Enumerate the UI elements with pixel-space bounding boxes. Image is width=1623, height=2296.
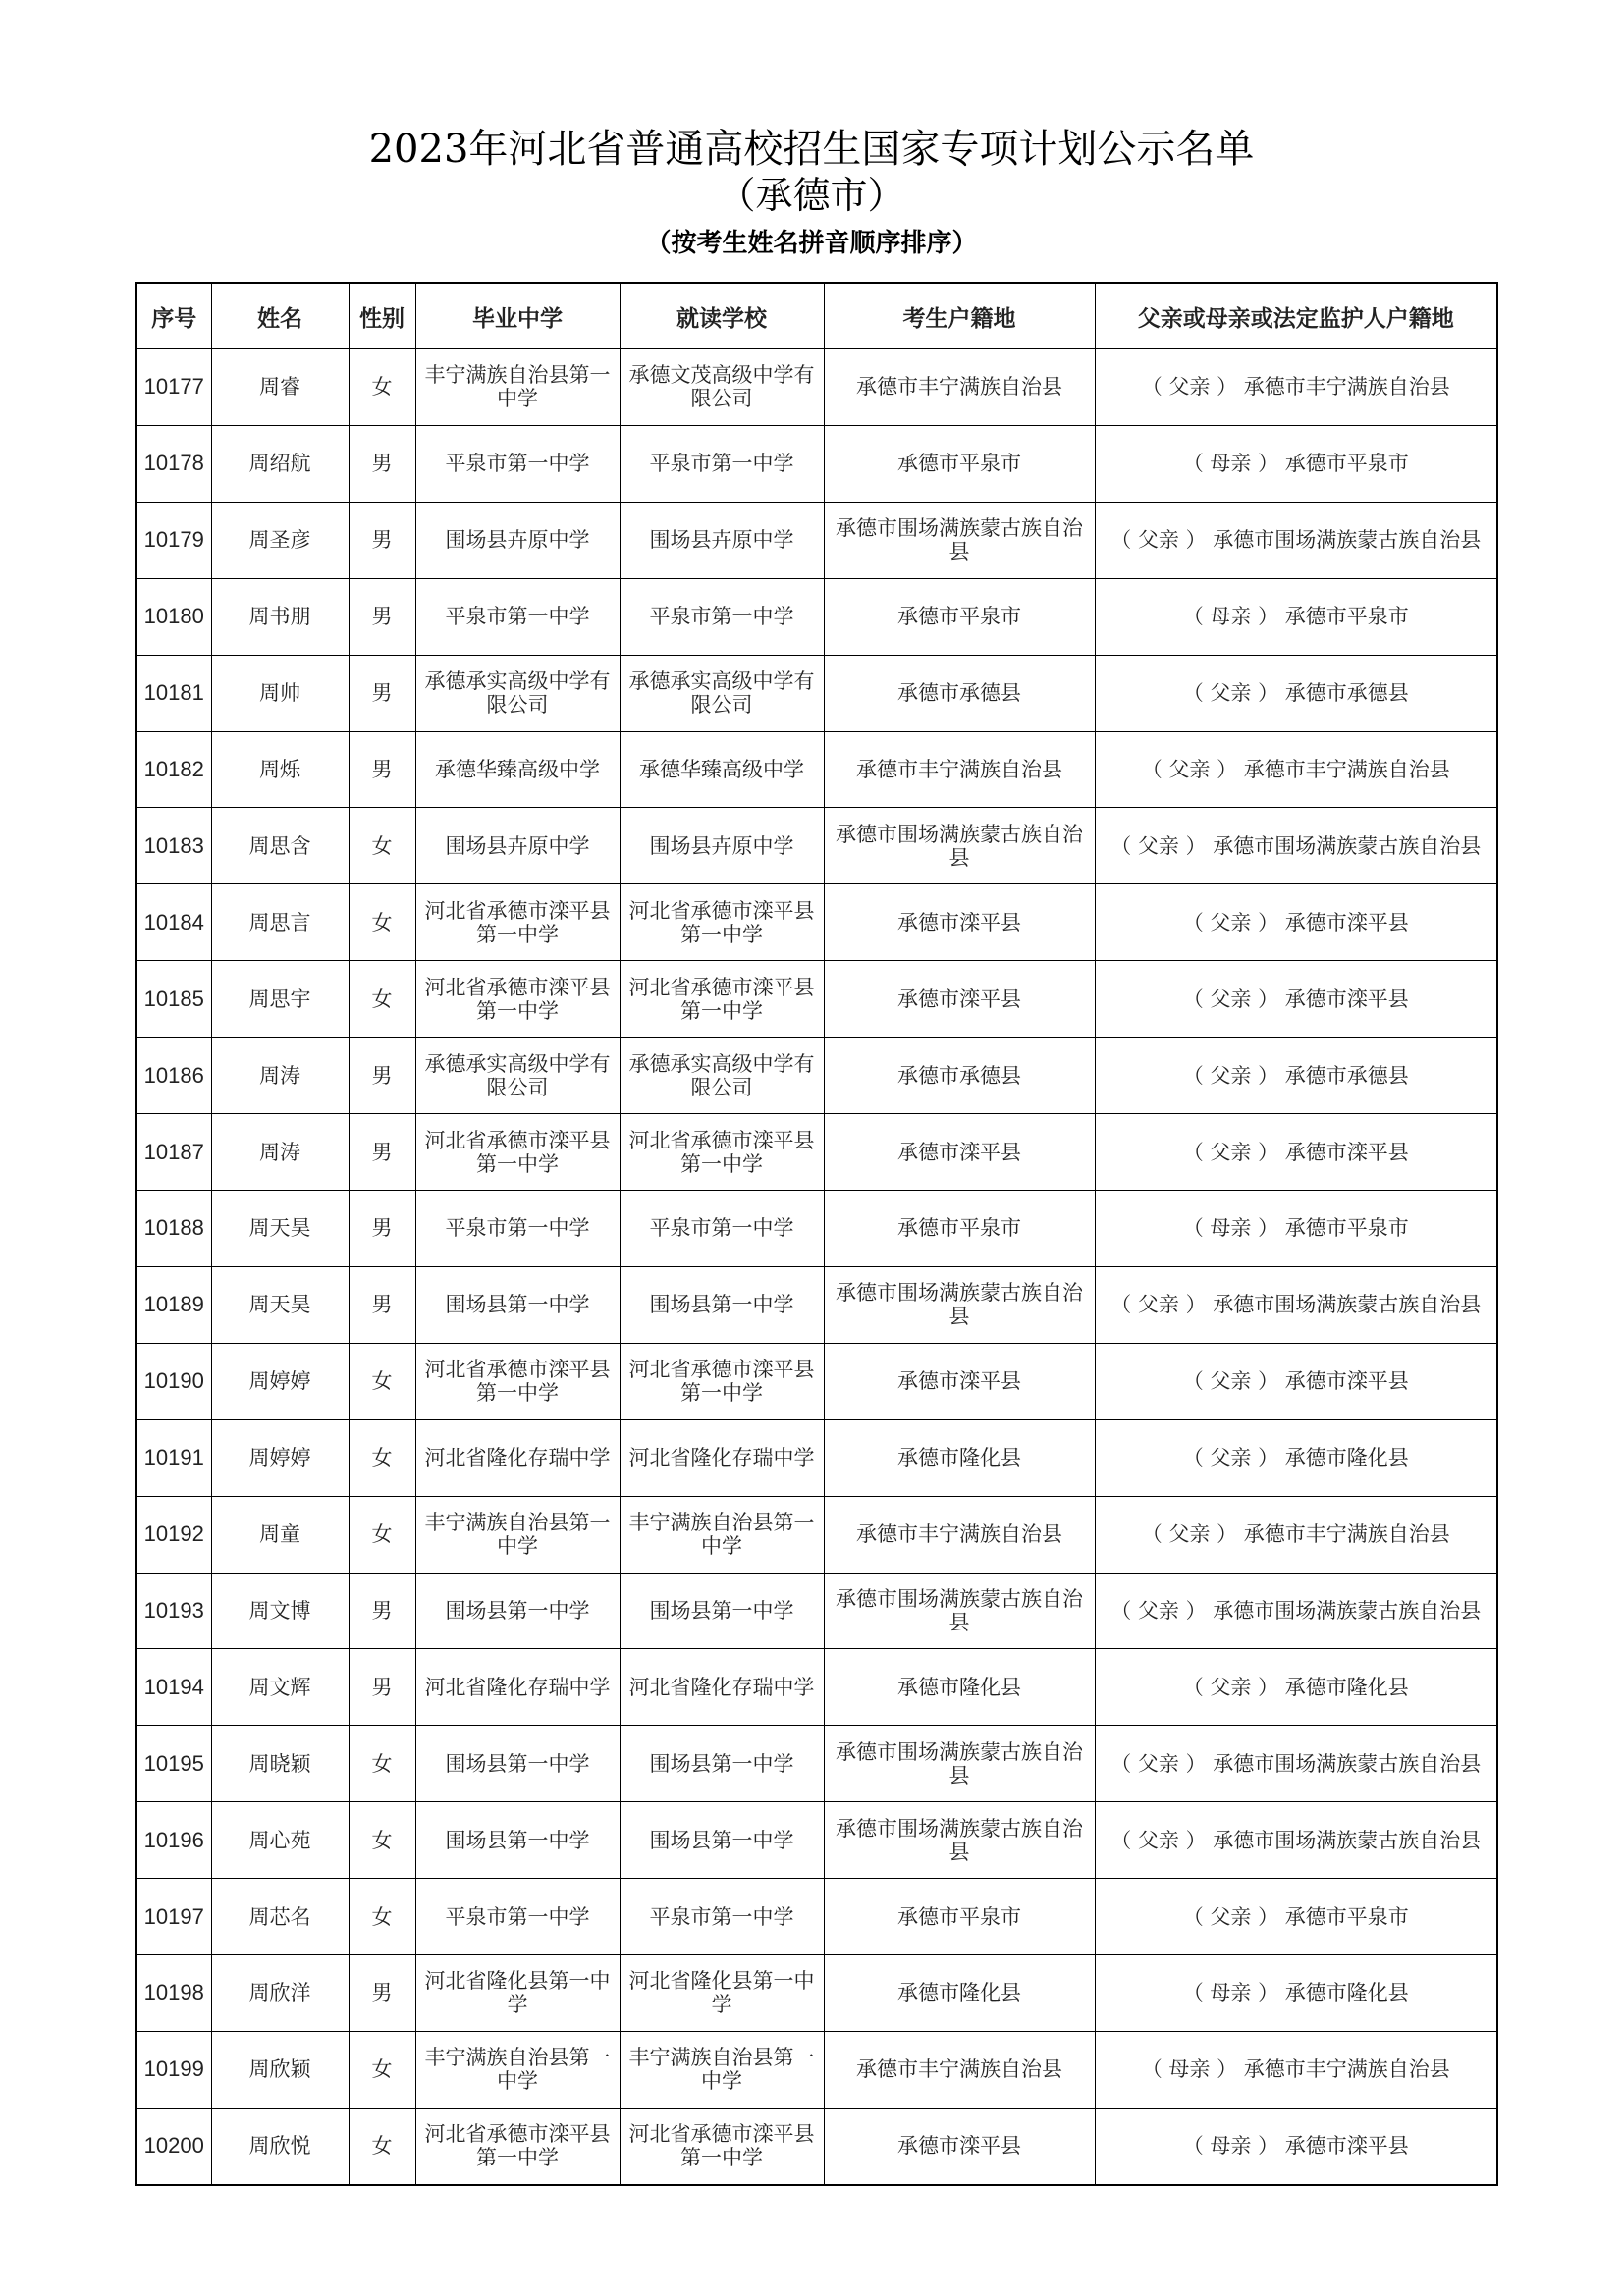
sort-note: （按考生姓名拼音顺序排序） — [645, 229, 978, 258]
cell-index: 10194 — [136, 1649, 211, 1726]
cell-graduation-school: 承德承实高级中学有限公司 — [415, 1038, 620, 1114]
roster-table — [135, 282, 1498, 2186]
cell-name: 周思宇 — [211, 961, 349, 1038]
cell-gender: 女 — [349, 1726, 415, 1802]
cell-name: 周芯名 — [211, 1879, 349, 1955]
cell-graduation-school: 平泉市第一中学 — [415, 578, 620, 655]
cell-index: 10183 — [136, 808, 211, 884]
cell-graduation-school: 河北省隆化县第一中学 — [415, 1955, 620, 2032]
cell-guardian-residence: （ 父亲 ） 承德市平泉市 — [1095, 1879, 1497, 1955]
cell-student-residence: 承德市隆化县 — [824, 1419, 1095, 1496]
cell-gender: 男 — [349, 1114, 415, 1191]
cell-graduation-school: 河北省承德市滦平县第一中学 — [415, 1343, 620, 1419]
cell-index: 10180 — [136, 578, 211, 655]
cell-graduation-school: 河北省隆化存瑞中学 — [415, 1419, 620, 1496]
cell-index: 10195 — [136, 1726, 211, 1802]
cell-guardian-residence: （ 父亲 ） 承德市围场满族蒙古族自治县 — [1095, 1573, 1497, 1649]
cell-name: 周欣颖 — [211, 2031, 349, 2108]
cell-current-school: 围场县第一中学 — [620, 1266, 824, 1343]
cell-current-school: 丰宁满族自治县第一中学 — [620, 1496, 824, 1573]
cell-graduation-school: 平泉市第一中学 — [415, 425, 620, 502]
cell-gender: 男 — [349, 425, 415, 502]
cell-student-residence: 承德市承德县 — [824, 655, 1095, 731]
cell-name: 周绍航 — [211, 425, 349, 502]
cell-student-residence: 承德市滦平县 — [824, 1343, 1095, 1419]
cell-guardian-residence: （ 母亲 ） 承德市丰宁满族自治县 — [1095, 2031, 1497, 2108]
cell-graduation-school: 围场县卉原中学 — [415, 502, 620, 578]
cell-student-residence: 承德市丰宁满族自治县 — [824, 2031, 1095, 2108]
cell-guardian-residence: （ 父亲 ） 承德市滦平县 — [1095, 1343, 1497, 1419]
cell-index: 10197 — [136, 1879, 211, 1955]
cell-index: 10182 — [136, 731, 211, 808]
cell-guardian-residence: （ 母亲 ） 承德市平泉市 — [1095, 578, 1497, 655]
cell-gender: 女 — [349, 1343, 415, 1419]
cell-guardian-residence: （ 母亲 ） 承德市隆化县 — [1095, 1955, 1497, 2032]
table-row — [136, 1955, 1497, 2032]
header-student-residence: 考生户籍地 — [824, 283, 1095, 349]
cell-guardian-residence: （ 母亲 ） 承德市滦平县 — [1095, 2108, 1497, 2185]
cell-gender: 男 — [349, 1266, 415, 1343]
cell-gender: 男 — [349, 502, 415, 578]
cell-name: 周欣洋 — [211, 1955, 349, 2032]
cell-student-residence: 承德市承德县 — [824, 1038, 1095, 1114]
cell-guardian-residence: （ 父亲 ） 承德市围场满族蒙古族自治县 — [1095, 502, 1497, 578]
cell-guardian-residence: （ 父亲 ） 承德市滦平县 — [1095, 884, 1497, 961]
cell-student-residence: 承德市隆化县 — [824, 1955, 1095, 2032]
cell-guardian-residence: （ 父亲 ） 承德市承德县 — [1095, 1038, 1497, 1114]
table-row — [136, 349, 1497, 426]
cell-graduation-school: 河北省承德市滦平县第一中学 — [415, 2108, 620, 2185]
table-row — [136, 2031, 1497, 2108]
cell-graduation-school: 丰宁满族自治县第一中学 — [415, 2031, 620, 2108]
cell-index: 10192 — [136, 1496, 211, 1573]
table-row — [136, 1649, 1497, 1726]
cell-name: 周欣悦 — [211, 2108, 349, 2185]
cell-gender: 男 — [349, 1649, 415, 1726]
table-row — [136, 1573, 1497, 1649]
cell-guardian-residence: （ 父亲 ） 承德市隆化县 — [1095, 1649, 1497, 1726]
cell-graduation-school: 河北省承德市滦平县第一中学 — [415, 884, 620, 961]
cell-current-school: 承德承实高级中学有限公司 — [620, 1038, 824, 1114]
cell-student-residence: 承德市围场满族蒙古族自治县 — [824, 1726, 1095, 1802]
cell-name: 周心苑 — [211, 1802, 349, 1879]
cell-graduation-school: 河北省隆化存瑞中学 — [415, 1649, 620, 1726]
cell-current-school: 平泉市第一中学 — [620, 578, 824, 655]
cell-gender: 女 — [349, 961, 415, 1038]
cell-name: 周童 — [211, 1496, 349, 1573]
cell-gender: 女 — [349, 1496, 415, 1573]
table-row — [136, 1190, 1497, 1266]
cell-gender: 男 — [349, 731, 415, 808]
cell-graduation-school: 丰宁满族自治县第一中学 — [415, 1496, 620, 1573]
cell-guardian-residence: （ 父亲 ） 承德市围场满族蒙古族自治县 — [1095, 1266, 1497, 1343]
cell-current-school: 围场县卉原中学 — [620, 502, 824, 578]
table-row — [136, 961, 1497, 1038]
cell-name: 周天昊 — [211, 1190, 349, 1266]
cell-index: 10188 — [136, 1190, 211, 1266]
cell-gender: 女 — [349, 1879, 415, 1955]
cell-graduation-school: 平泉市第一中学 — [415, 1190, 620, 1266]
table-row — [136, 731, 1497, 808]
cell-current-school: 承德华臻高级中学 — [620, 731, 824, 808]
cell-name: 周思含 — [211, 808, 349, 884]
cell-gender: 女 — [349, 884, 415, 961]
cell-current-school: 河北省承德市滦平县第一中学 — [620, 1343, 824, 1419]
cell-guardian-residence: （ 父亲 ） 承德市丰宁满族自治县 — [1095, 731, 1497, 808]
cell-current-school: 河北省隆化存瑞中学 — [620, 1419, 824, 1496]
table-row — [136, 884, 1497, 961]
cell-index: 10187 — [136, 1114, 211, 1191]
cell-student-residence: 承德市平泉市 — [824, 425, 1095, 502]
cell-index: 10178 — [136, 425, 211, 502]
cell-current-school: 平泉市第一中学 — [620, 1879, 824, 1955]
table-row — [136, 655, 1497, 731]
page-title: 2023年河北省普通高校招生国家专项计划公示名单 — [368, 127, 1255, 172]
cell-guardian-residence: （ 父亲 ） 承德市丰宁满族自治县 — [1095, 349, 1497, 426]
cell-student-residence: 承德市平泉市 — [824, 1190, 1095, 1266]
cell-guardian-residence: （ 母亲 ） 承德市平泉市 — [1095, 425, 1497, 502]
cell-current-school: 河北省承德市滦平县第一中学 — [620, 1114, 824, 1191]
cell-name: 周婷婷 — [211, 1419, 349, 1496]
cell-gender: 男 — [349, 1955, 415, 2032]
cell-name: 周书朋 — [211, 578, 349, 655]
cell-current-school: 承德文茂高级中学有限公司 — [620, 349, 824, 426]
cell-current-school: 河北省隆化县第一中学 — [620, 1955, 824, 2032]
cell-guardian-residence: （ 父亲 ） 承德市滦平县 — [1095, 961, 1497, 1038]
cell-name: 周思言 — [211, 884, 349, 961]
cell-name: 周天昊 — [211, 1266, 349, 1343]
cell-current-school: 围场县第一中学 — [620, 1726, 824, 1802]
cell-index: 10185 — [136, 961, 211, 1038]
cell-current-school: 围场县第一中学 — [620, 1573, 824, 1649]
cell-current-school: 河北省承德市滦平县第一中学 — [620, 961, 824, 1038]
cell-name: 周帅 — [211, 655, 349, 731]
cell-index: 10199 — [136, 2031, 211, 2108]
table-row — [136, 1879, 1497, 1955]
cell-name: 周睿 — [211, 349, 349, 426]
page-subtitle: （承德市） — [718, 174, 905, 217]
table-row — [136, 1266, 1497, 1343]
cell-student-residence: 承德市滦平县 — [824, 1114, 1095, 1191]
cell-student-residence: 承德市丰宁满族自治县 — [824, 349, 1095, 426]
cell-current-school: 河北省隆化存瑞中学 — [620, 1649, 824, 1726]
cell-current-school: 丰宁满族自治县第一中学 — [620, 2031, 824, 2108]
cell-gender: 女 — [349, 1419, 415, 1496]
cell-graduation-school: 围场县第一中学 — [415, 1726, 620, 1802]
cell-student-residence: 承德市围场满族蒙古族自治县 — [824, 1266, 1095, 1343]
cell-student-residence: 承德市滦平县 — [824, 884, 1095, 961]
table-row — [136, 1802, 1497, 1879]
cell-current-school: 河北省承德市滦平县第一中学 — [620, 2108, 824, 2185]
cell-gender: 女 — [349, 808, 415, 884]
cell-graduation-school: 围场县第一中学 — [415, 1266, 620, 1343]
cell-name: 周晓颖 — [211, 1726, 349, 1802]
cell-name: 周文博 — [211, 1573, 349, 1649]
cell-index: 10181 — [136, 655, 211, 731]
cell-gender: 男 — [349, 578, 415, 655]
cell-name: 周文辉 — [211, 1649, 349, 1726]
cell-student-residence: 承德市平泉市 — [824, 1879, 1095, 1955]
cell-current-school: 平泉市第一中学 — [620, 425, 824, 502]
cell-graduation-school: 河北省承德市滦平县第一中学 — [415, 1114, 620, 1191]
header-gender: 性别 — [349, 283, 415, 349]
cell-graduation-school: 围场县第一中学 — [415, 1573, 620, 1649]
cell-current-school: 围场县卉原中学 — [620, 808, 824, 884]
cell-name: 周涛 — [211, 1038, 349, 1114]
cell-graduation-school: 河北省承德市滦平县第一中学 — [415, 961, 620, 1038]
cell-gender: 男 — [349, 1190, 415, 1266]
cell-graduation-school: 平泉市第一中学 — [415, 1879, 620, 1955]
cell-gender: 女 — [349, 1802, 415, 1879]
cell-index: 10184 — [136, 884, 211, 961]
cell-student-residence: 承德市滦平县 — [824, 961, 1095, 1038]
header-name: 姓名 — [211, 283, 349, 349]
table-row — [136, 1419, 1497, 1496]
cell-graduation-school: 围场县第一中学 — [415, 1802, 620, 1879]
table-header-row — [136, 283, 1497, 349]
cell-index: 10190 — [136, 1343, 211, 1419]
cell-index: 10179 — [136, 502, 211, 578]
cell-graduation-school: 丰宁满族自治县第一中学 — [415, 349, 620, 426]
cell-graduation-school: 围场县卉原中学 — [415, 808, 620, 884]
table-row — [136, 1114, 1497, 1191]
table-row — [136, 578, 1497, 655]
cell-index: 10200 — [136, 2108, 211, 2185]
cell-student-residence: 承德市围场满族蒙古族自治县 — [824, 1573, 1095, 1649]
cell-gender: 女 — [349, 2031, 415, 2108]
cell-gender: 男 — [349, 1038, 415, 1114]
cell-index: 10191 — [136, 1419, 211, 1496]
cell-gender: 男 — [349, 1573, 415, 1649]
cell-current-school: 围场县第一中学 — [620, 1802, 824, 1879]
table-row — [136, 2108, 1497, 2185]
cell-guardian-residence: （ 母亲 ） 承德市平泉市 — [1095, 1190, 1497, 1266]
cell-name: 周烁 — [211, 731, 349, 808]
header-graduation-school: 毕业中学 — [415, 283, 620, 349]
cell-index: 10189 — [136, 1266, 211, 1343]
cell-student-residence: 承德市平泉市 — [824, 578, 1095, 655]
table-row — [136, 1726, 1497, 1802]
cell-gender: 男 — [349, 655, 415, 731]
table-row — [136, 1038, 1497, 1114]
table-row — [136, 808, 1497, 884]
cell-student-residence: 承德市围场满族蒙古族自治县 — [824, 1802, 1095, 1879]
table-row — [136, 502, 1497, 578]
header-index: 序号 — [136, 283, 211, 349]
table-row — [136, 425, 1497, 502]
cell-guardian-residence: （ 父亲 ） 承德市承德县 — [1095, 655, 1497, 731]
table-body — [136, 349, 1497, 2186]
cell-index: 10193 — [136, 1573, 211, 1649]
cell-index: 10186 — [136, 1038, 211, 1114]
cell-guardian-residence: （ 父亲 ） 承德市隆化县 — [1095, 1419, 1497, 1496]
cell-guardian-residence: （ 父亲 ） 承德市滦平县 — [1095, 1114, 1497, 1191]
cell-name: 周圣彦 — [211, 502, 349, 578]
cell-name: 周涛 — [211, 1114, 349, 1191]
cell-index: 10196 — [136, 1802, 211, 1879]
cell-student-residence: 承德市围场满族蒙古族自治县 — [824, 808, 1095, 884]
header-guardian-residence: 父亲或母亲或法定监护人户籍地 — [1095, 283, 1497, 349]
header-current-school: 就读学校 — [620, 283, 824, 349]
cell-gender: 女 — [349, 349, 415, 426]
cell-current-school: 河北省承德市滦平县第一中学 — [620, 884, 824, 961]
cell-student-residence: 承德市围场满族蒙古族自治县 — [824, 502, 1095, 578]
cell-guardian-residence: （ 父亲 ） 承德市围场满族蒙古族自治县 — [1095, 1726, 1497, 1802]
cell-student-residence: 承德市丰宁满族自治县 — [824, 731, 1095, 808]
cell-graduation-school: 承德华臻高级中学 — [415, 731, 620, 808]
table-row — [136, 1496, 1497, 1573]
cell-current-school: 平泉市第一中学 — [620, 1190, 824, 1266]
cell-guardian-residence: （ 父亲 ） 承德市围场满族蒙古族自治县 — [1095, 1802, 1497, 1879]
cell-current-school: 承德承实高级中学有限公司 — [620, 655, 824, 731]
cell-index: 10198 — [136, 1955, 211, 2032]
cell-student-residence: 承德市隆化县 — [824, 1649, 1095, 1726]
cell-gender: 女 — [349, 2108, 415, 2185]
table-row — [136, 1343, 1497, 1419]
cell-student-residence: 承德市滦平县 — [824, 2108, 1095, 2185]
cell-guardian-residence: （ 父亲 ） 承德市围场满族蒙古族自治县 — [1095, 808, 1497, 884]
cell-name: 周婷婷 — [211, 1343, 349, 1419]
cell-graduation-school: 承德承实高级中学有限公司 — [415, 655, 620, 731]
cell-index: 10177 — [136, 349, 211, 426]
cell-student-residence: 承德市丰宁满族自治县 — [824, 1496, 1095, 1573]
cell-guardian-residence: （ 父亲 ） 承德市丰宁满族自治县 — [1095, 1496, 1497, 1573]
